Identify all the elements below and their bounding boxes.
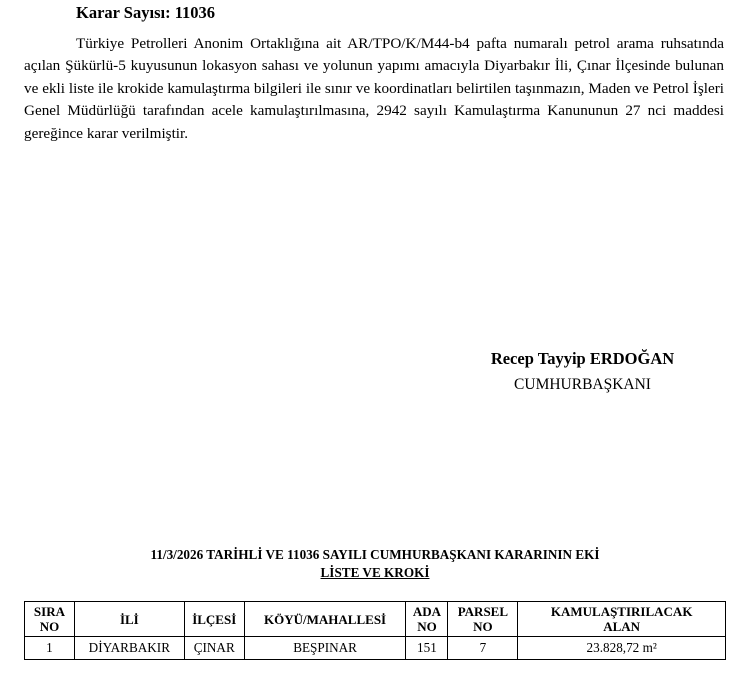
cell-ili: DİYARBAKIR xyxy=(74,637,184,660)
decision-number-heading: Karar Sayısı: 11036 xyxy=(76,3,216,22)
header-sira-no xyxy=(25,602,75,637)
cell-sira: 1 xyxy=(25,637,75,660)
header-alan-line2: ALAN xyxy=(603,619,641,634)
annex-heading: 11/3/2026 TARİHLİ VE 11036 SAYILI CUMHURBAŞKANI KARARININ EKİ xyxy=(150,547,600,562)
header-ada-no xyxy=(406,602,448,637)
table-header-row xyxy=(25,602,726,637)
header-parsel-line1: PARSEL xyxy=(457,604,509,619)
header-parsel-line2: NO xyxy=(473,619,493,634)
signature-block xyxy=(460,347,705,398)
header-ada-line2: NO xyxy=(417,619,437,634)
cell-alan: 23.828,72 m² xyxy=(518,637,726,660)
annex-subheading: LİSTE VE KROKİ xyxy=(320,565,430,580)
header-koyu-mahallesi: KÖYÜ/MAHALLESİ xyxy=(244,602,406,637)
header-sira-line1: SIRA xyxy=(33,604,65,619)
cell-ada: 151 xyxy=(406,637,448,660)
header-alan-line1: KAMULAŞTIRILACAK xyxy=(550,604,693,619)
header-sira-line2: NO xyxy=(39,619,60,634)
header-ili: İLİ xyxy=(74,602,184,637)
header-kamulastirilacak-alan xyxy=(518,602,726,637)
cell-parsel: 7 xyxy=(448,637,518,660)
expropriation-table xyxy=(24,601,726,660)
decision-body-paragraph: Türkiye Petrolleri Anonim Ortaklığına ait AR/TPO/K/M44-b4 pafta numaralı petrol arama ruhsatında açılan Şükürlü-5 kuyusunun lokasyon sahası ve yolunun yapımı amacıyla Diyarbakır İli, Çınar İlçesinde bulunan ve ekli liste ile krokide kamulaştırma bilgileri ile sınır ve koordinatları belirtilen taşınmazın, Maden ve Petrol İşleri Genel Müdürlüğü tarafından acele kamulaştırılmasına, 2942 sayılı Kamulaştırma Kanununun 27 nci maddesi gereğince karar verilmiştir. xyxy=(24,35,724,142)
header-ilcesi: İLÇESİ xyxy=(184,602,244,637)
table-row xyxy=(25,637,726,660)
cell-koyu: BEŞPINAR xyxy=(244,637,406,660)
signatory-title: CUMHURBAŞKANI xyxy=(514,376,651,393)
header-parsel-no xyxy=(448,602,518,637)
signatory-name: Recep Tayyip ERDOĞAN xyxy=(490,349,675,368)
cell-ilcesi: ÇINAR xyxy=(184,637,244,660)
header-ada-line1: ADA xyxy=(412,604,442,619)
